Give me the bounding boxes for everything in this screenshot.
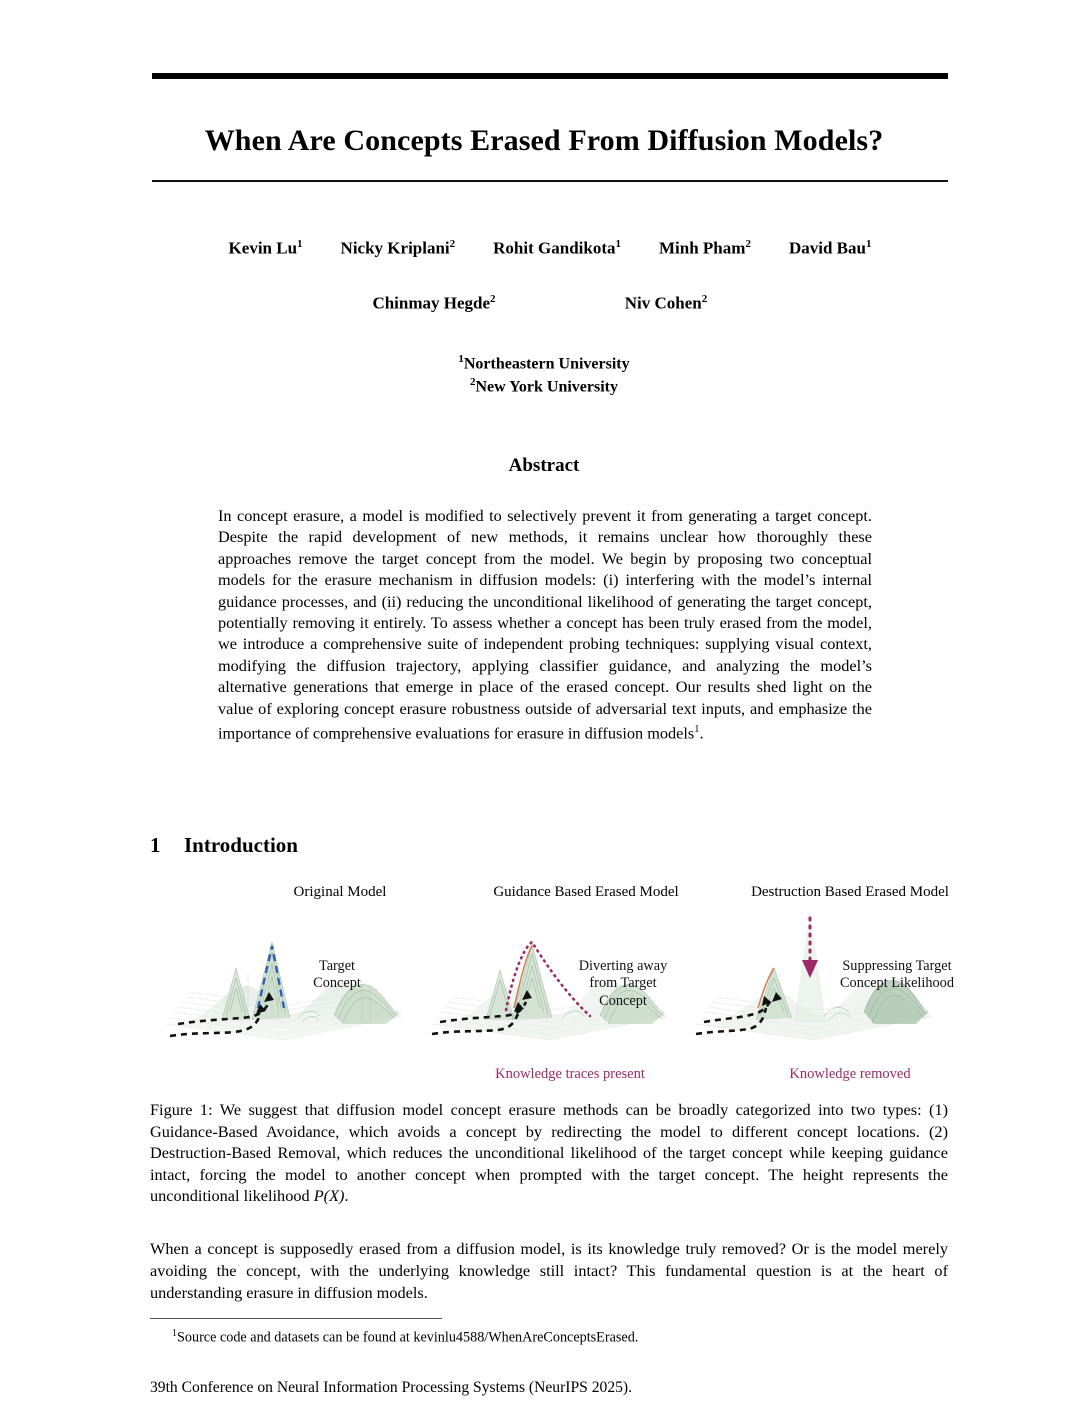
author-entry <box>318 293 550 314</box>
panel-title-guidance: Guidance Based Erased Model <box>493 884 679 900</box>
figure-surfaces <box>150 912 954 1057</box>
figure-sublabel-knowledge-removed: Knowledge removed <box>789 1066 911 1082</box>
section-title: Introduction <box>184 833 298 857</box>
section-number: 1 <box>150 833 161 857</box>
abstract-text: In concept erasure, a model is modified to selectively prevent it from generating a target concept. Despite the rapid development of new methods, it remains unclear how thoroughly these approaches remove the target concept from the model. We begin by proposing two conceptual models for the erasure mechanism in diffusion models: (i) interfering with the model’s internal guidance processes, and (ii) reducing the unconditional likelihood of generating the target concept, potentially removing it entirely. To assess whether a concept has been truly erased from the model, we introduce a comprehensive suite of independent probing techniques: supplying visual context, modifying the diffusion trajectory, applying classifier guidance, and analyzing the model’s alternative generations that emerge in place of the erased concept. Our results shed light on the value of exploring concept erasure robustness outside of adversarial text inputs, and emphasize the importance of comprehensive evaluations for erasure in diffusion models <box>218 506 872 743</box>
affiliation-marker: 2 <box>470 375 476 388</box>
affiliations <box>0 352 1088 397</box>
affiliation-line <box>0 375 1088 398</box>
author-entry <box>789 238 872 259</box>
footnote-marker: 1 <box>172 1328 177 1339</box>
author-row-1 <box>152 238 948 259</box>
abstract-heading: Abstract <box>508 455 580 476</box>
author-affil-marker: 2 <box>745 238 751 250</box>
figure-sublabel-traces-present: Knowledge traces present <box>495 1066 645 1082</box>
author-affil-marker: 2 <box>490 293 496 305</box>
figure-caption-text: We suggest that diffusion model concept erasure methods can be broadly categorized into two types: (1) Guidance-Based Avoidance, which avoids a concept by redirecting the model to different concept locations. (2) Destruction-Based Removal, which reduces the unconditional likelihood of the target concept while keeping guidance intact, forcing the model to another concept when prompted with the target concept. The height represents the unconditional likelihood <box>150 1100 949 1206</box>
annotation-diverting: Diverting away from Target Concept <box>578 958 668 1009</box>
figure-caption-label: Figure 1: <box>150 1100 213 1119</box>
affiliation-name: New York University <box>475 377 618 395</box>
intro-paragraph: When a concept is supposedly erased from a diffusion model, is its knowledge truly removed? Or is the model merely avoiding the concept, with the underlying knowledge still intact? This fundamental question is at the heart of understanding erasure in diffusion models. <box>150 1239 948 1302</box>
venue-line: 39th Conference on Neural Information Processing Systems (NeurIPS 2025). <box>150 1379 633 1396</box>
abstract-footnote-marker: 1 <box>694 724 700 736</box>
page-title: When Are Concepts Erased From Diffusion Models? <box>204 124 884 158</box>
author-row-2 <box>152 293 948 314</box>
figure-panel-titles <box>150 884 950 908</box>
figure-caption-text-tail: . <box>344 1186 349 1206</box>
author-entry <box>493 238 621 259</box>
footnote-text: Source code and datasets can be found at kevinlu4588/WhenAreConceptsErased. <box>177 1329 639 1346</box>
author-name: Niv Cohen <box>624 293 702 313</box>
author-affil-marker: 2 <box>701 293 708 305</box>
author-name: David Bau <box>788 238 866 258</box>
abstract-text-tail: . <box>699 723 704 743</box>
section-heading <box>150 833 298 858</box>
figure-caption <box>150 1099 948 1207</box>
header-rule-bottom <box>152 180 948 182</box>
author-affil-marker: 1 <box>865 238 872 250</box>
annotation-target-concept: Target Concept <box>313 958 361 992</box>
author-name: Kevin Lu <box>228 238 298 258</box>
author-name: Nicky Kriplani <box>340 238 450 258</box>
panel-title-destruction: Destruction Based Erased Model <box>751 884 949 900</box>
author-affil-marker: 2 <box>449 238 456 250</box>
author-affil-marker: 1 <box>297 238 303 250</box>
author-name: Rohit Gandikota <box>493 238 616 258</box>
author-name: Chinmay Hegde <box>372 293 491 313</box>
affiliation-line <box>0 352 1088 375</box>
author-entry <box>550 293 782 314</box>
author-entry <box>341 238 456 259</box>
footnote <box>150 1325 948 1347</box>
affiliation-marker: 1 <box>458 353 464 365</box>
affiliation-name: Northeastern University <box>463 355 630 373</box>
author-entry <box>659 238 751 259</box>
author-name: Minh Pham <box>659 238 746 258</box>
footnote-separator <box>150 1318 442 1319</box>
author-affil-marker: 1 <box>615 238 621 250</box>
abstract-body <box>218 505 872 744</box>
figure-1 <box>150 884 954 1089</box>
header-rule-top <box>152 73 948 79</box>
figure-caption-math: P(X) <box>313 1186 345 1206</box>
author-entry <box>229 238 303 259</box>
panel-title-original: Original Model <box>293 884 387 900</box>
annotation-suppressing: Suppressing Target Concept Likelihood <box>840 958 954 992</box>
